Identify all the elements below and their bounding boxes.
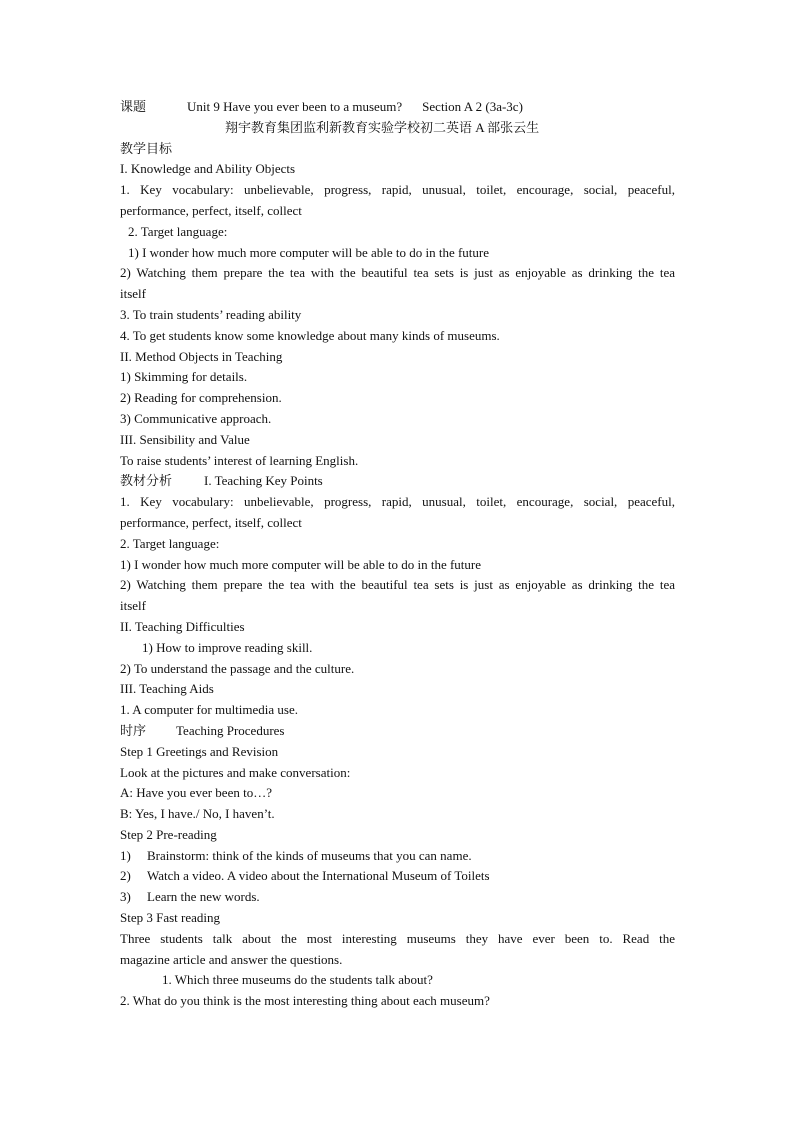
question-2: 2. What do you think is the most interesting thing about each museum? xyxy=(120,993,490,1009)
step-3-description-line-1: Three students talk about the most interesting museums they have ever been to. Read the xyxy=(120,930,675,946)
analysis-target-1: 1) I wonder how much more computer will be able to do in the future xyxy=(120,556,482,572)
target-language-title: 2. Target language: xyxy=(128,223,228,239)
analysis-header xyxy=(120,471,675,492)
method-title: II. Method Objects in Teaching xyxy=(120,348,283,364)
goal-item-3: 3. To train students’ reading ability xyxy=(120,306,302,322)
method-item-3: 3) Communicative approach. xyxy=(120,410,272,426)
knowledge-title: I. Knowledge and Ability Objects xyxy=(120,161,296,177)
difficulty-item-2: 2) To understand the passage and the culture. xyxy=(120,660,355,676)
key-vocab-line-1: 1. Key vocabulary: unbelievable, progress, rapid, unusual, toilet, encourage, social, peaceful, xyxy=(120,182,675,198)
step-1-title: Step 1 Greetings and Revision xyxy=(120,743,279,759)
analysis-target-2-line-1: 2) Watching them prepare the tea with the beautiful tea sets is just as enjoyable as drinking the tea xyxy=(120,577,675,593)
method-item-2: 2) Reading for comprehension. xyxy=(120,390,282,406)
key-points-title: I. Teaching Key Points xyxy=(204,473,323,489)
analysis-vocab-line-1: 1. Key vocabulary: unbelievable, progress, rapid, unusual, toilet, encourage, social, peaceful, xyxy=(120,494,675,510)
list-item-text: Brainstorm: think of the kinds of museums that you can name. xyxy=(147,847,472,863)
target-sentence-2-line-2: itself xyxy=(120,286,146,302)
step-3-title: Step 3 Fast reading xyxy=(120,910,221,926)
analysis-vocab-line-2: performance, perfect, itself, collect xyxy=(120,514,302,530)
list-item-text: Learn the new words. xyxy=(147,889,260,905)
unit-title: Unit 9 Have you ever been to a museum? xyxy=(187,99,403,114)
list-item-number: 2) xyxy=(120,868,131,884)
aids-item-1: 1. A computer for multimedia use. xyxy=(120,702,298,718)
list-item-number: 3) xyxy=(120,889,131,905)
list-item-text: Watch a video. A video about the International Museum of Toilets xyxy=(147,868,490,884)
document-page xyxy=(120,97,675,1012)
list-item xyxy=(120,866,675,887)
list-item-number: 1) xyxy=(120,847,131,863)
sensibility-item-1: To raise students’ interest of learning English. xyxy=(120,452,359,468)
difficulties-title: II. Teaching Difficulties xyxy=(120,618,245,634)
list-item xyxy=(120,846,675,867)
procedures-title: Teaching Procedures xyxy=(176,722,285,738)
section-title: Section A 2 (3a-3c) xyxy=(422,99,523,114)
key-vocab-line-2: performance, perfect, itself, collect xyxy=(120,202,302,218)
step-3-description-line-2: magazine article and answer the questions. xyxy=(120,951,343,967)
target-sentence-2-line-1: 2) Watching them prepare the tea with the beautiful tea sets is just as enjoyable as drinking the tea xyxy=(120,265,675,281)
dialogue-line-a: A: Have you ever been to…? xyxy=(120,785,272,801)
aids-title: III. Teaching Aids xyxy=(120,681,214,697)
target-sentence-1: 1) I wonder how much more computer will be able to do in the future xyxy=(128,244,490,260)
analysis-heading: 教材分析 xyxy=(120,473,173,489)
difficulty-item-1: 1) How to improve reading skill. xyxy=(142,639,313,655)
step-2-title: Step 2 Pre-reading xyxy=(120,826,217,842)
analysis-target-title: 2. Target language: xyxy=(120,535,220,551)
lesson-label: 课题 xyxy=(120,99,147,114)
analysis-target-2-line-2: itself xyxy=(120,598,146,614)
sensibility-title: III. Sensibility and Value xyxy=(120,431,250,447)
method-item-1: 1) Skimming for details. xyxy=(120,369,248,385)
list-item xyxy=(120,887,675,908)
procedures-heading: 时序 xyxy=(120,722,147,738)
goals-heading: 教学目标 xyxy=(120,140,173,156)
dialogue-line-b: B: Yes, I have./ No, I haven’t. xyxy=(120,806,275,822)
question-1: 1. Which three museums do the students talk about? xyxy=(162,972,433,988)
goal-item-4: 4. To get students know some knowledge about many kinds of museums. xyxy=(120,327,500,343)
procedures-header xyxy=(120,721,675,742)
author-line: 翔宇教育集团监利新教育实验学校初二英语 A 部张云生 xyxy=(225,119,540,135)
step-1-description: Look at the pictures and make conversation: xyxy=(120,764,351,780)
lesson-header xyxy=(120,97,675,118)
